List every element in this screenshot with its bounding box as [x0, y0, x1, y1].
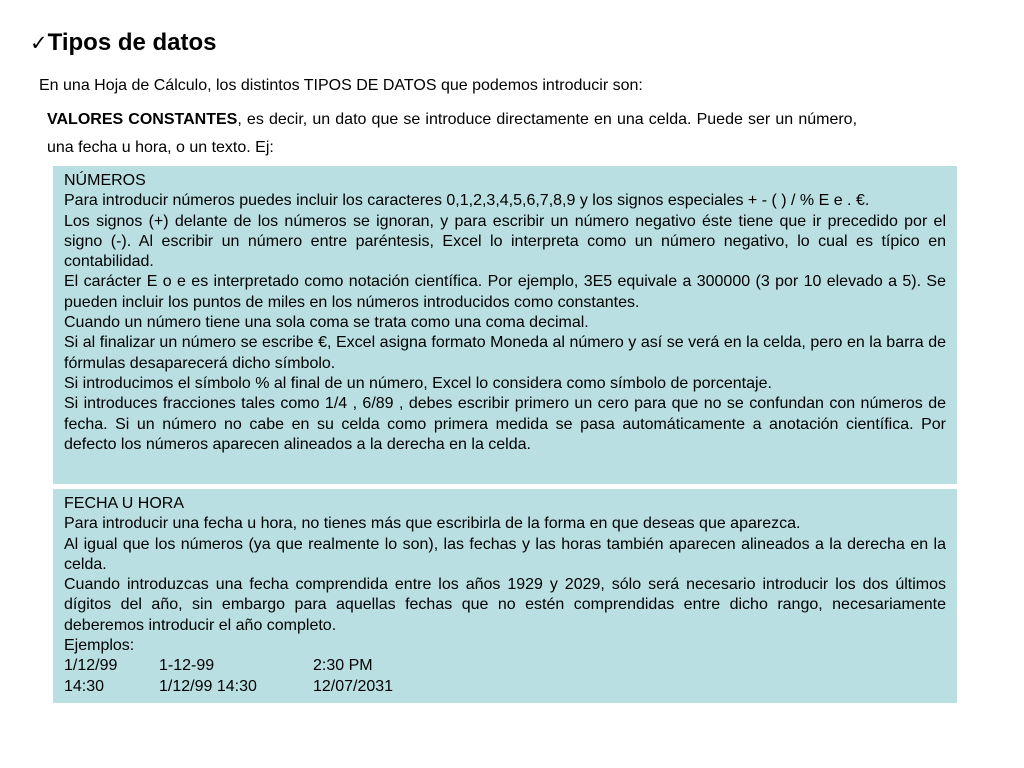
numeros-paragraph: Si al finalizar un número se escribe €, Excel asigna formato Moneda al número y así se verá en la celda, pero en la barra de fórmulas desaparecerá dicho símbolo. — [64, 334, 946, 372]
examples-label: Ejemplos: — [64, 637, 135, 655]
examples-row — [64, 677, 946, 697]
numeros-paragraph: Si introduces fracciones tales como 1/4 , 6/89 , debes escribir primero un cero para que no se confundan con números de fecha. Si un número no cabe en su celda como primera medida se pasa automáticamente a anotación científica. Por defecto los números aparecen alineados a la derecha en la celda. — [64, 395, 946, 453]
numeros-paragraph: Para introducir números puedes incluir los caracteres 0,1,2,3,4,5,6,7,8,9 y los signos especiales + - ( ) / % E e . €. — [64, 192, 870, 210]
numeros-heading: NÚMEROS — [64, 172, 146, 189]
example-value: 1/12/99 14:30 — [159, 677, 257, 695]
slide-title-text: Tipos de datos — [47, 29, 217, 56]
example-value: 1/12/99 — [64, 657, 118, 675]
checkmark-icon: ✓ — [30, 31, 48, 55]
numeros-paragraph: El carácter E o e es interpretado como notación científica. Por ejemplo, 3E5 equivale a 300000 (3 por 10 elevado a 5). Se pueden incluir los puntos de miles en los números introducidos como constantes. — [64, 273, 946, 311]
numeros-box — [53, 166, 957, 484]
lead-rest: , es decir, un dato que se introduce directamente en una celda. Puede ser un número, una fecha u hora, o un texto. Ej: — [47, 111, 858, 156]
fecha-heading: FECHA U HORA — [64, 495, 185, 512]
example-value: 2:30 PM — [313, 657, 373, 675]
fecha-box — [53, 489, 957, 703]
fecha-paragraph: Cuando introduzcas una fecha comprendida entre los años 1929 y 2029, sólo será necesario introducir los dos últimos dígitos del año, sin embargo para aquellas fechas que no estén comprendidas entre dicho rango, necesariamente deberemos introducir el año completo. — [64, 576, 946, 634]
numeros-paragraph: Los signos (+) delante de los números se ignoran, y para escribir un número negativo éste tiene que ir precedido por el signo (-). Al escribir un número entre paréntesis, Excel lo interpreta como un número negativo, lo cual es típico en contabilidad. — [64, 212, 946, 271]
fecha-paragraph: Al igual que los números (ya que realmente lo son), las fechas y las horas también aparecen alineados a la derecha en la celda. — [64, 535, 946, 573]
example-value: 12/07/2031 — [313, 677, 394, 695]
examples-row — [64, 656, 946, 676]
numeros-paragraph: Cuando un número tiene una sola coma se trata como una coma decimal. — [64, 314, 589, 332]
example-value: 14:30 — [64, 677, 105, 695]
example-value: 1-12-99 — [159, 657, 215, 675]
intro-text: En una Hoja de Cálculo, los distintos TIPOS DE DATOS que podemos introducir son: — [39, 77, 643, 94]
lead-paragraph — [47, 106, 857, 162]
numeros-paragraph: Si introducimos el símbolo % al final de un número, Excel lo considera como símbolo de porcentaje. — [64, 374, 772, 392]
fecha-paragraph: Para introducir una fecha u hora, no tienes más que escribirla de la forma en que deseas que aparezca. — [64, 515, 801, 533]
lead-bold-term: VALORES CONSTANTES — [47, 111, 238, 128]
slide-title — [30, 28, 217, 58]
